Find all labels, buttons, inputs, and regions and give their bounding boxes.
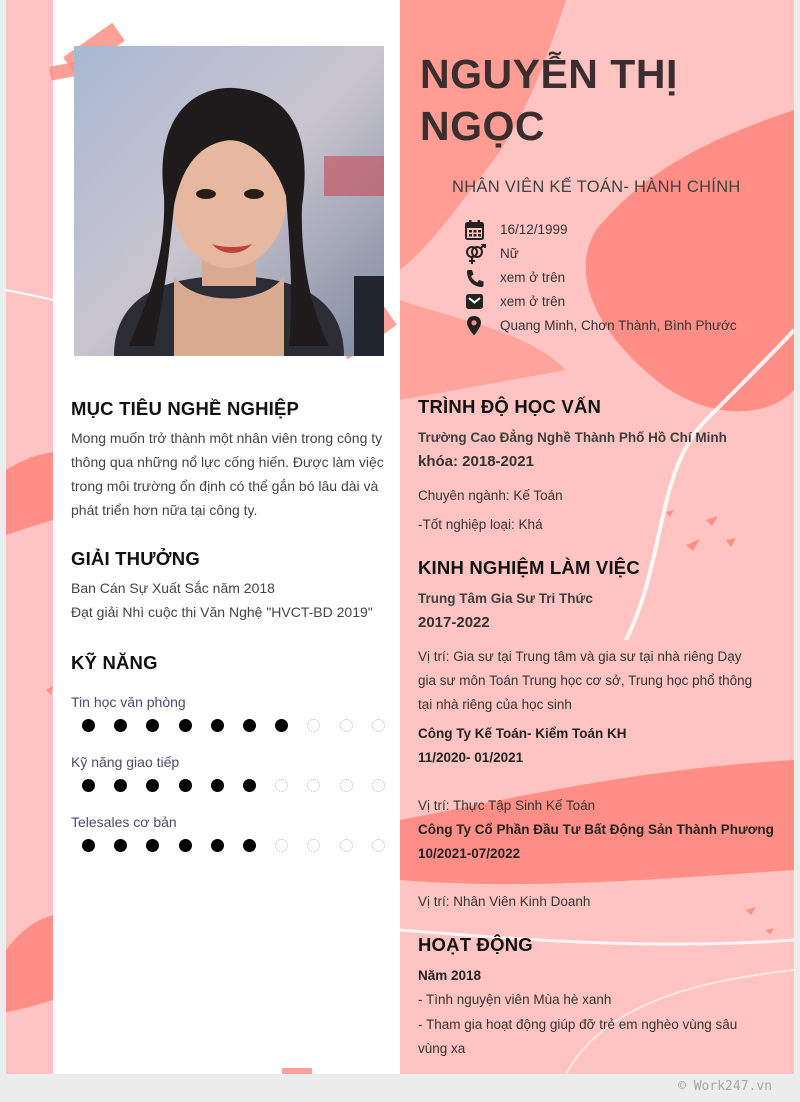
experience-period-1: 2017-2022 — [418, 614, 490, 631]
skill-dot-filled — [211, 719, 224, 732]
skill-dot-filled — [179, 719, 192, 732]
skill-dot-empty — [307, 719, 320, 732]
experience-period-3: 10/2021-07/2022 — [418, 846, 521, 861]
skill-label-communication: Kỹ năng giao tiếp — [71, 754, 180, 770]
skill-dot-empty — [307, 839, 320, 852]
education-school: Trường Cao Đẳng Nghề Thành Phố Hồ Chí Minh — [418, 430, 727, 445]
gender-icon — [464, 244, 486, 264]
cv-page — [6, 0, 794, 1074]
awards-list — [71, 576, 391, 624]
skills-title: KỸ NĂNG — [71, 652, 158, 673]
experience-desc-line: Vị trí: Gia sư tại Trung tâm và gia sư tại nhà riêng Dạy — [418, 649, 742, 664]
education-title: TRÌNH ĐỘ HỌC VẤN — [418, 396, 602, 417]
experience-role-2: Vị trí: Thực Tập Sinh Kế Toán — [418, 798, 596, 813]
skill-rating-telesales — [82, 839, 398, 855]
experience-title: KINH NGHIỆM LÀM VIỆC — [418, 557, 640, 578]
skill-dot-filled — [82, 779, 95, 792]
experience-desc-line: tại nhà riêng của học sinh — [418, 697, 572, 712]
education-major: Chuyên ngành: Kế Toán — [418, 488, 563, 503]
experience-role-3: Vị trí: Nhân Viên Kinh Doanh — [418, 894, 591, 909]
objective-line: thông qua những nổ lực cống hiến. Được làm việc — [71, 454, 384, 470]
skill-dot-filled — [243, 779, 256, 792]
activities-line: vùng xa — [418, 1041, 466, 1056]
activities-line: - Tham gia hoạt động giúp đỡ trẻ em nghèo vùng sâu — [418, 1017, 738, 1032]
experience-desc-line: gia sư môn Toán Trung học cơ sở, Trung học phổ thông — [418, 673, 753, 688]
award-item: Ban Cán Sự Xuất Sắc năm 2018 — [71, 580, 275, 596]
skill-dot-filled — [211, 839, 224, 852]
awards-title: GIẢI THƯỞNG — [71, 548, 200, 569]
skill-dot-empty — [372, 779, 385, 792]
skill-label-office: Tin học văn phòng — [71, 694, 186, 710]
skill-dot-filled — [82, 719, 95, 732]
job-title: NHÂN VIÊN KẾ TOÁN- HÀNH CHÍNH — [452, 178, 741, 196]
person-portrait-icon — [74, 46, 384, 356]
skill-dot-empty — [275, 839, 288, 852]
skill-dot-filled — [243, 839, 256, 852]
info-email-text: xem ở trên — [500, 294, 566, 309]
experience-period-2: 11/2020- 01/2021 — [418, 750, 524, 765]
skill-dot-empty — [372, 839, 385, 852]
skill-dot-filled — [179, 839, 192, 852]
activities-item-1: - Tình nguyện viên Mùa hè xanh — [418, 992, 612, 1007]
education-grade: -Tốt nghiệp loại: Khá — [418, 517, 543, 532]
award-item: Đạt giải Nhì cuộc thi Văn Nghệ "HVCT-BD 2019" — [71, 604, 373, 620]
candidate-name: NGUYỄN THỊ NGỌC — [420, 51, 678, 149]
skill-dot-empty — [372, 719, 385, 732]
skill-dot-filled — [114, 779, 127, 792]
skill-dot-filled — [211, 779, 224, 792]
experience-desc-1 — [418, 645, 770, 717]
activities-title: HOẠT ĐỘNG — [418, 934, 533, 955]
watermark: © Work247.vn — [678, 1079, 772, 1094]
info-address-text: Quang Minh, Chơn Thành, Bình Phước — [500, 318, 737, 333]
objective-text — [71, 426, 391, 522]
objective-line: trong môi trường ổn định có thể gắn bó lâu dài và — [71, 478, 379, 494]
experience-org-1: Trung Tâm Gia Sư Tri Thức — [418, 591, 593, 606]
info-phone-text: xem ở trên — [500, 270, 566, 285]
profile-photo — [74, 46, 384, 356]
experience-org-3: Công Ty Cổ Phần Đầu Tư Bất Động Sản Thành Phương — [418, 822, 774, 837]
skill-dot-empty — [307, 779, 320, 792]
info-birthdate-text: 16/12/1999 — [500, 222, 568, 237]
skill-dot-filled — [243, 719, 256, 732]
objective-line: Mong muốn trở thành một nhân viên trong công ty — [71, 430, 383, 446]
skill-dot-filled — [114, 839, 127, 852]
skill-dot-empty — [340, 719, 353, 732]
map-marker-icon — [464, 316, 486, 336]
skill-dot-filled — [146, 779, 159, 792]
phone-icon — [464, 268, 486, 288]
skill-dot-filled — [146, 839, 159, 852]
skill-rating-office — [82, 719, 398, 735]
objective-line: phát triển hơn nữa tại công ty. — [71, 502, 258, 518]
calendar-icon — [464, 220, 486, 240]
objective-title: MỤC TIÊU NGHỀ NGHIỆP — [71, 398, 300, 419]
skill-rating-communication — [82, 779, 398, 795]
skill-dot-filled — [82, 839, 95, 852]
envelope-icon — [464, 292, 486, 312]
skill-dot-filled — [179, 779, 192, 792]
education-period: khóa: 2018-2021 — [418, 453, 534, 470]
skill-dot-empty — [340, 779, 353, 792]
skill-dot-filled — [275, 719, 288, 732]
skill-dot-empty — [340, 839, 353, 852]
skill-label-telesales: Telesales cơ bản — [71, 814, 177, 830]
experience-org-2: Công Ty Kế Toán- Kiểm Toán KH — [418, 726, 627, 741]
info-gender-text: Nữ — [500, 246, 519, 261]
skill-dot-filled — [146, 719, 159, 732]
skill-dot-empty — [275, 779, 288, 792]
bottom-tape — [282, 1068, 312, 1074]
activities-item-2 — [418, 1013, 770, 1061]
activities-year: Năm 2018 — [418, 968, 482, 983]
skill-dot-filled — [114, 719, 127, 732]
